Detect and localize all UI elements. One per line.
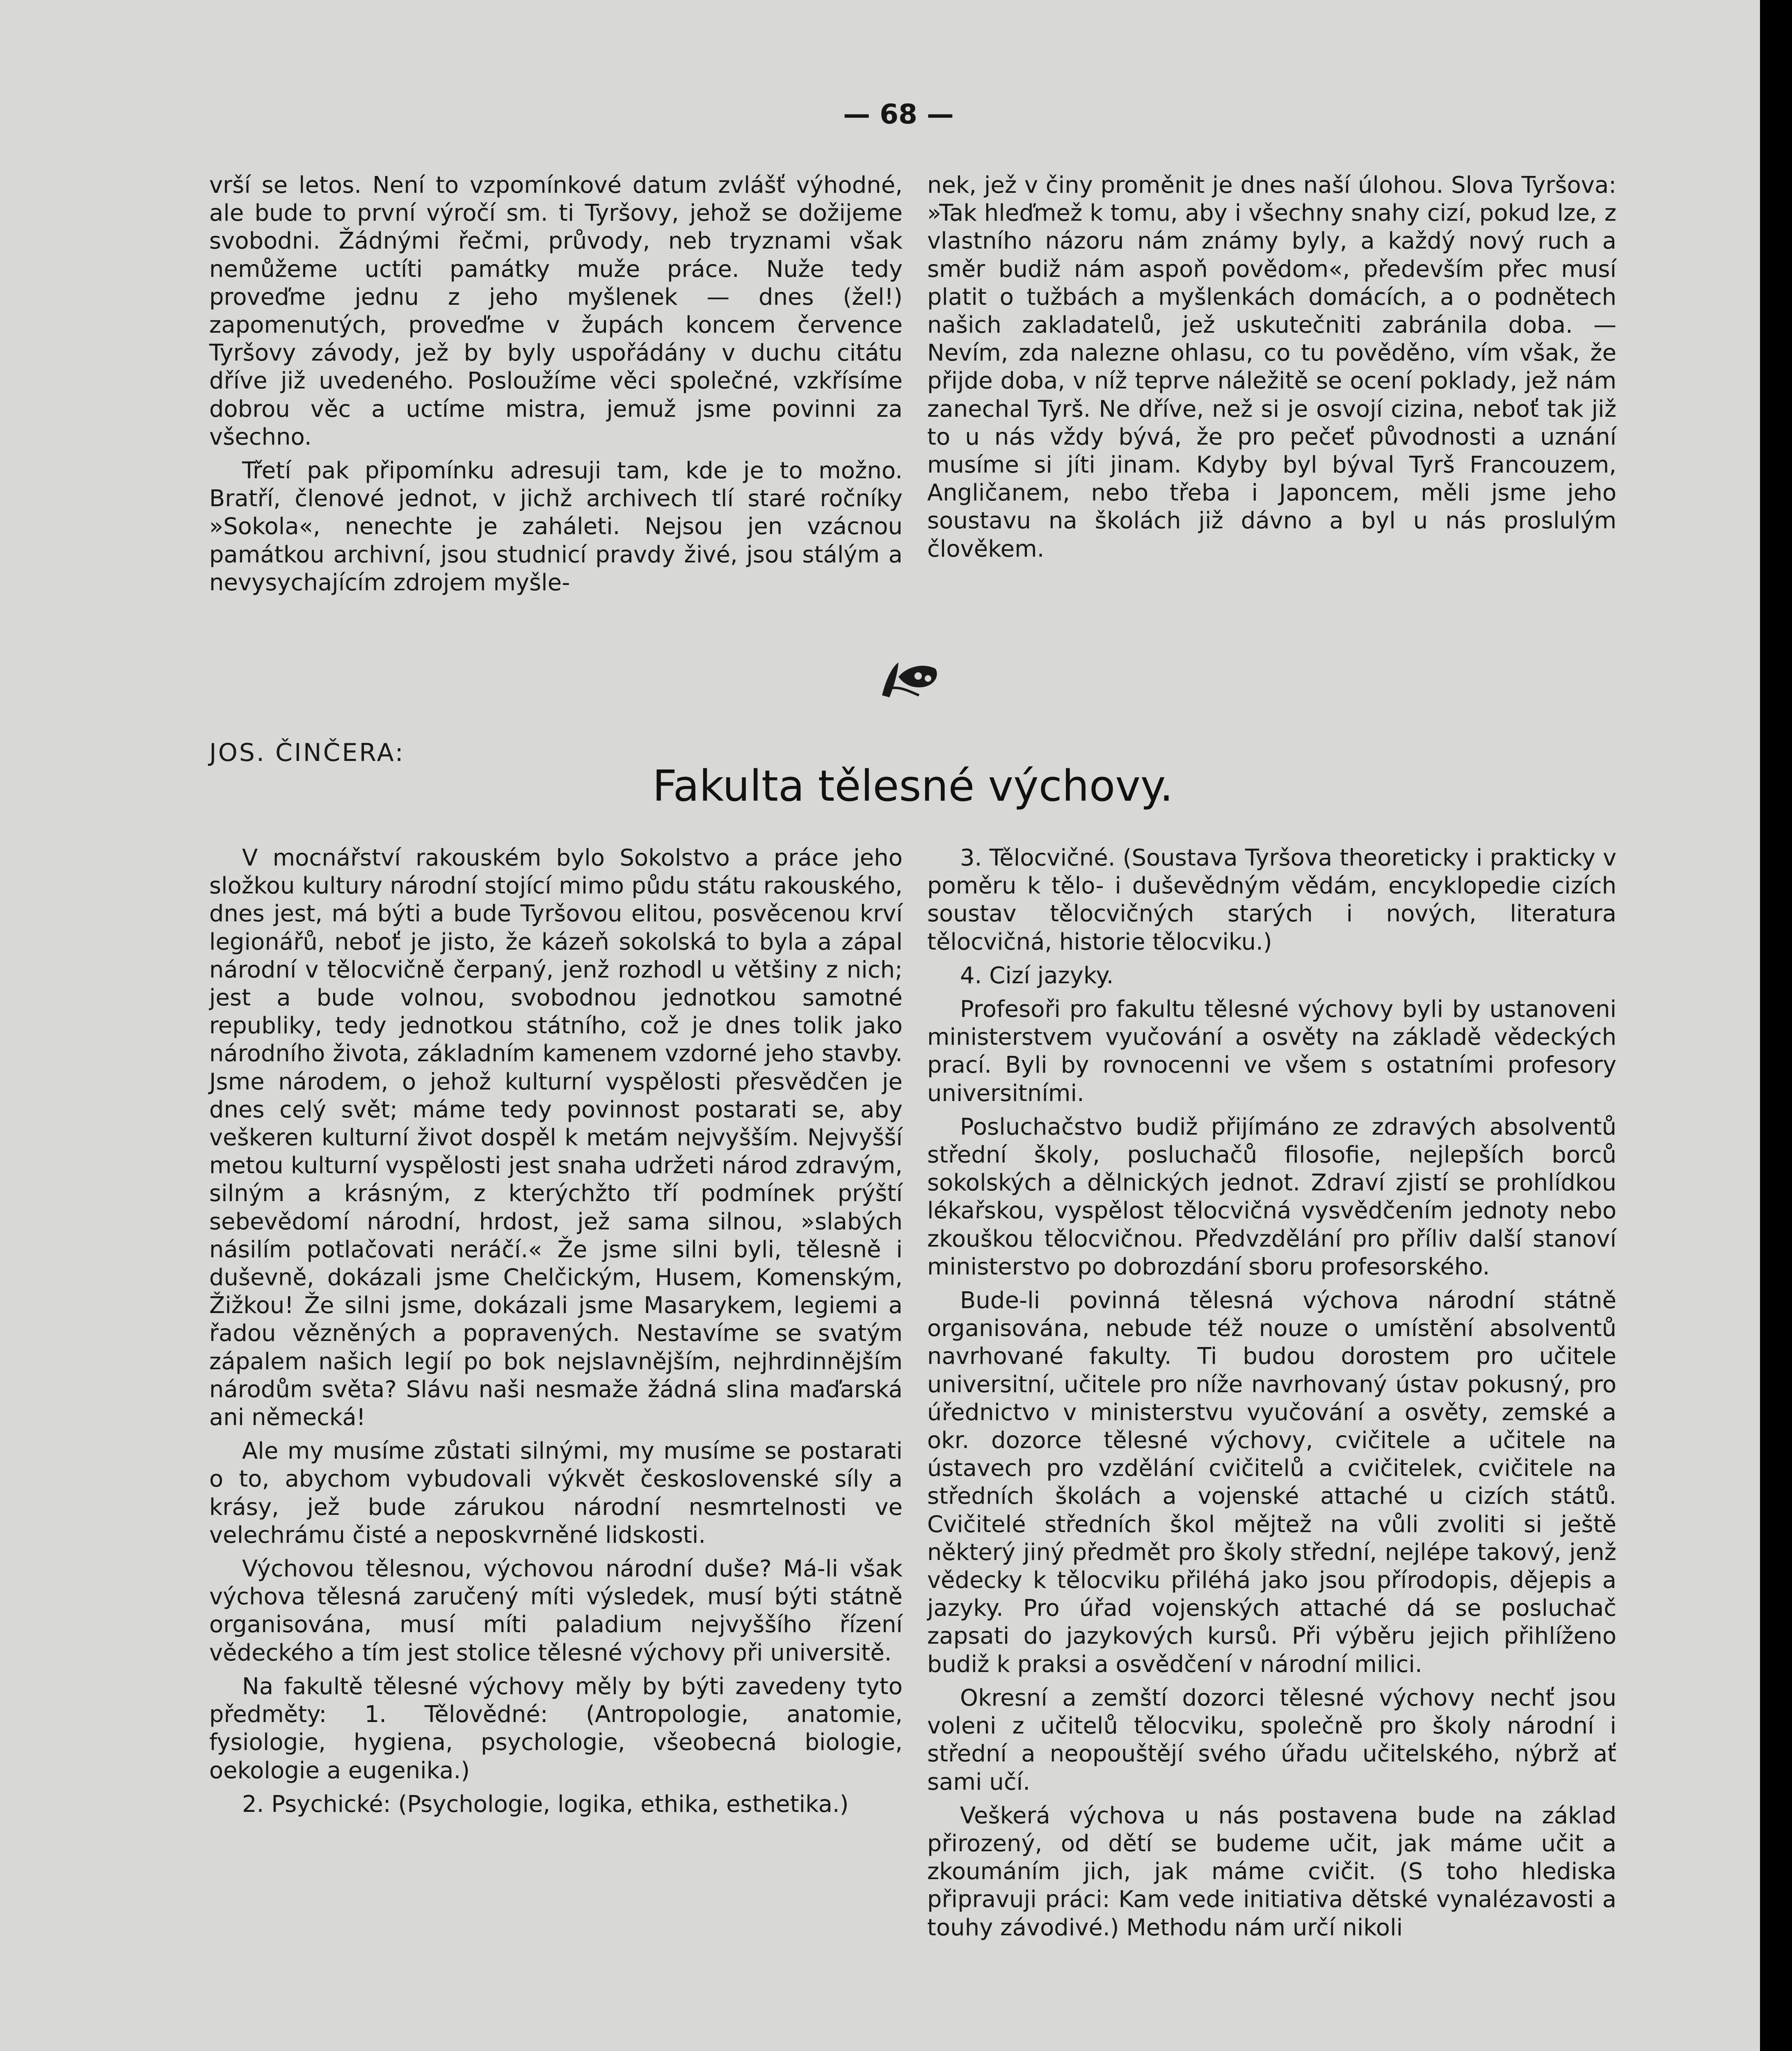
column-top-left bbox=[209, 171, 903, 603]
paragraph: Veškerá výchova u nás postavena bude na základ přirozený, od dětí se budeme učit, jak máme učit a zkoumáním jich, jak máme cvičit. (S toho hlediska připravuji práci: Kam vede initiativa dětské vynalézavosti a touhy závodivé.) Methodu nám určí nikoli bbox=[927, 1802, 1616, 1941]
paragraph: Ale my musíme zůstati silnými, my musíme se postarati o to, abychom vybudovali výkvět československé síly a krásy, jež bude zárukou národní nesmrtelnosti ve velechrámu čisté a neposkvrněné lidskosti. bbox=[209, 1438, 903, 1549]
paragraph: Okresní a zemští dozorci tělesné výchovy nechť jsou voleni z učitelů tělocviku, společně pro školy národní i střední a neopouštějí svého úřadu učitelského, nýbrž ať sami učí. bbox=[927, 1684, 1616, 1795]
floral-vignette-icon bbox=[874, 656, 944, 706]
column-bottom-right bbox=[927, 844, 1616, 1948]
paragraph: Výchovou tělesnou, výchovou národní duše? Má-li však výchova tělesná zaručený míti výsledek, musí býti státně organisována, musí míti paladium nejvyššího řízení vědeckého a tím jest stolice tělesné výchovy při universitě. bbox=[209, 1555, 903, 1666]
article-title: Fakulta tělesné výchovy. bbox=[652, 761, 1173, 811]
paragraph: 4. Cizí jazyky. bbox=[960, 962, 1114, 989]
paragraph: V mocnářství rakouském bylo Sokolstvo a práce jeho složkou kultury národní stojící mimo půdu státu rakouského, dnes jest, má býti a bude Tyršovou elitou, posvěcenou krví legionářů, neboť je jisto, že kázeň sokolská to byla a zápal národní v tělocvičně čerpaný, jenž rozhodl u většiny z nich; jest a bude volnou, svobodnou jednotkou samotné republiky, tedy jednotkou státního, což je dnes tolik jako národního života, základním kamenem vzdorné jeho stavby. Jsme národem, o jehož kulturní vyspělosti přesvědčen je dnes celý svět; máme tedy povinnost postarati se, aby veškeren kulturní život dospěl k metám nejvyšším. Nejvyšší metou kulturní vyspělosti jest snaha udržeti národ zdravým, silným a krásným, z kterýchžto tří podmínek prýští sebevědomí národní, hrdost, jež sama silnou, »slabých násilím potlačovati neráčí.« Že jsme silni byli, tělesně i duševně, dokázali jsme Chelčickým, Husem, Komenským, Žižkou! Že silni jsme, dokázali jsme Masarykem, legiemi a řadou vězněných a popravených. Nestavíme se svatým zápalem našich legií po bok nejslavnějším, nejhrdinnějším národům světa? Slávu naši nesmaže žádná slina maďarská ani německá! bbox=[209, 845, 903, 1431]
paragraph: 2. Psychické: (Psychologie, logika, ethika, esthetika.) bbox=[242, 1791, 849, 1818]
paragraph: Třetí pak připomínku adresuji tam, kde je to možno. Bratří, členové jednot, v jichž archivech tlí staré ročníky »Sokola«, nenechte je zaháleti. Nejsou jen vzácnou památkou archivní, jsou studnicí pravdy živé, jsou stálým a nevysychajícím zdrojem myšle- bbox=[209, 457, 903, 596]
scan-border bbox=[1760, 0, 1792, 2051]
paragraph: Posluchačstvo budiž přijímáno ze zdravých absolventů střední školy, posluchačů filosofie, nejlepších borců sokolských a dělnických jednot. Zdraví zjistí se prohlídkou lékařskou, vyspělost tělocvičná vysvědčením jednoty nebo zkouškou tělocvičnou. Předvzdělání pro příliv další stanoví ministerstvo po dobrozdání sboru profesorského. bbox=[927, 1113, 1616, 1280]
paragraph: 3. Tělocvičné. (Soustava Tyršova theoreticky i prakticky v poměru k tělo- i duševědným vědám, encyklopedie cizích soustav tělocvičných starých i nových, literatura tělocvičná, historie tělocviku.) bbox=[927, 845, 1616, 955]
page-number: — 68 — bbox=[843, 98, 954, 130]
paragraph: Na fakultě tělesné výchovy měly by býti zavedeny tyto předměty: 1. Tělovědné: (Antropologie, anatomie, fysiologie, hygiena, psychologie, všeobecná biologie, oekologie a eugenika.) bbox=[209, 1673, 903, 1784]
paragraph: Profesoři pro fakultu tělesné výchovy byli by ustanoveni ministerstvem vyučování a osvěty na základě vědeckých prací. Byli by rovnocenni ve všem s ostatními profesory universitními. bbox=[927, 996, 1616, 1107]
paragraph: vrší se letos. Není to vzpomínkové datum zvlášť výhodné, ale bude to první výročí sm. ti Tyršovy, jehož se dožijeme svobodni. Žádnými řečmi, průvody, neb tryznami však nemůžeme uctíti památky muže práce. Nuže tedy proveďme jednu z jeho myšlenek — dnes (žel!) zapomenutých, proveďme v župách koncem července Tyršovy závody, jež by byly uspořádány v duchu citátu dříve již uvedeného. Posloužíme věci společné, vzkřísíme dobrou věc a uctíme mistra, jemuž jsme povinni za všechno. bbox=[209, 172, 903, 450]
column-top-right bbox=[927, 171, 1616, 569]
paragraph: nek, jež v činy proměnit je dnes naší úlohou. Slova Tyršova: »Tak hleďmež k tomu, aby i všechny snahy cizí, pokud lze, z vlastního názoru nám známy byly, a každý nový ruch a směr budiž nám aspoň povědom«, především přec musí platit o tužbách a myšlenkách domácích, a o podnětech našich zakladatelů, jež uskutečniti zabránila doba. — Nevím, zda nalezne ohlasu, co tu pověděno, vím však, že přijde doba, v níž teprve náležitě se ocení poklady, jež nám zanechal Tyrš. Ne dříve, než si je osvojí cizina, neboť tak již to u nás vždy bývá, že pro pečeť původnosti a uznání musíme si jíti jinam. Kdyby byl býval Tyrš Francouzem, Angličanem, nebo třeba i Japoncem, měli jsme jeho soustavu na školách již dávno a byl u nás proslulým člověkem. bbox=[927, 172, 1616, 562]
author-byline: JOS. ČINČERA: bbox=[209, 738, 405, 767]
column-bottom-left bbox=[209, 844, 903, 1824]
paragraph: Bude-li povinná tělesná výchova národní státně organisována, nebude též nouze o umístění absolventů navrhované fakulty. Ti budou dorostem pro učitele universitní, učitele pro níže navrhovaný ústav pokusný, pro úřednictvo v ministerstvu vyučování a osvěty, zemské a okr. dozorce tělesné výchovy, cvičitele a učitele na ústavech pro vzdělání cvičitelů a cvičitelek, cvičitele na středních školách a vojenské attaché u cizích států. Cvičitelé středních škol mějtež na vůli zvoliti si ještě některý jiný předmět pro školy střední, nejlépe takový, jenž vědecky k tělocviku přiléhá jako jsou přírodopis, dějepis a jazyky. Pro úřad vojenských attaché dá se posluchač zapsati do jazykových kursů. Při výběru jejich přihlíženo budiž k praksi a osvědčení v národní milici. bbox=[927, 1287, 1616, 1678]
